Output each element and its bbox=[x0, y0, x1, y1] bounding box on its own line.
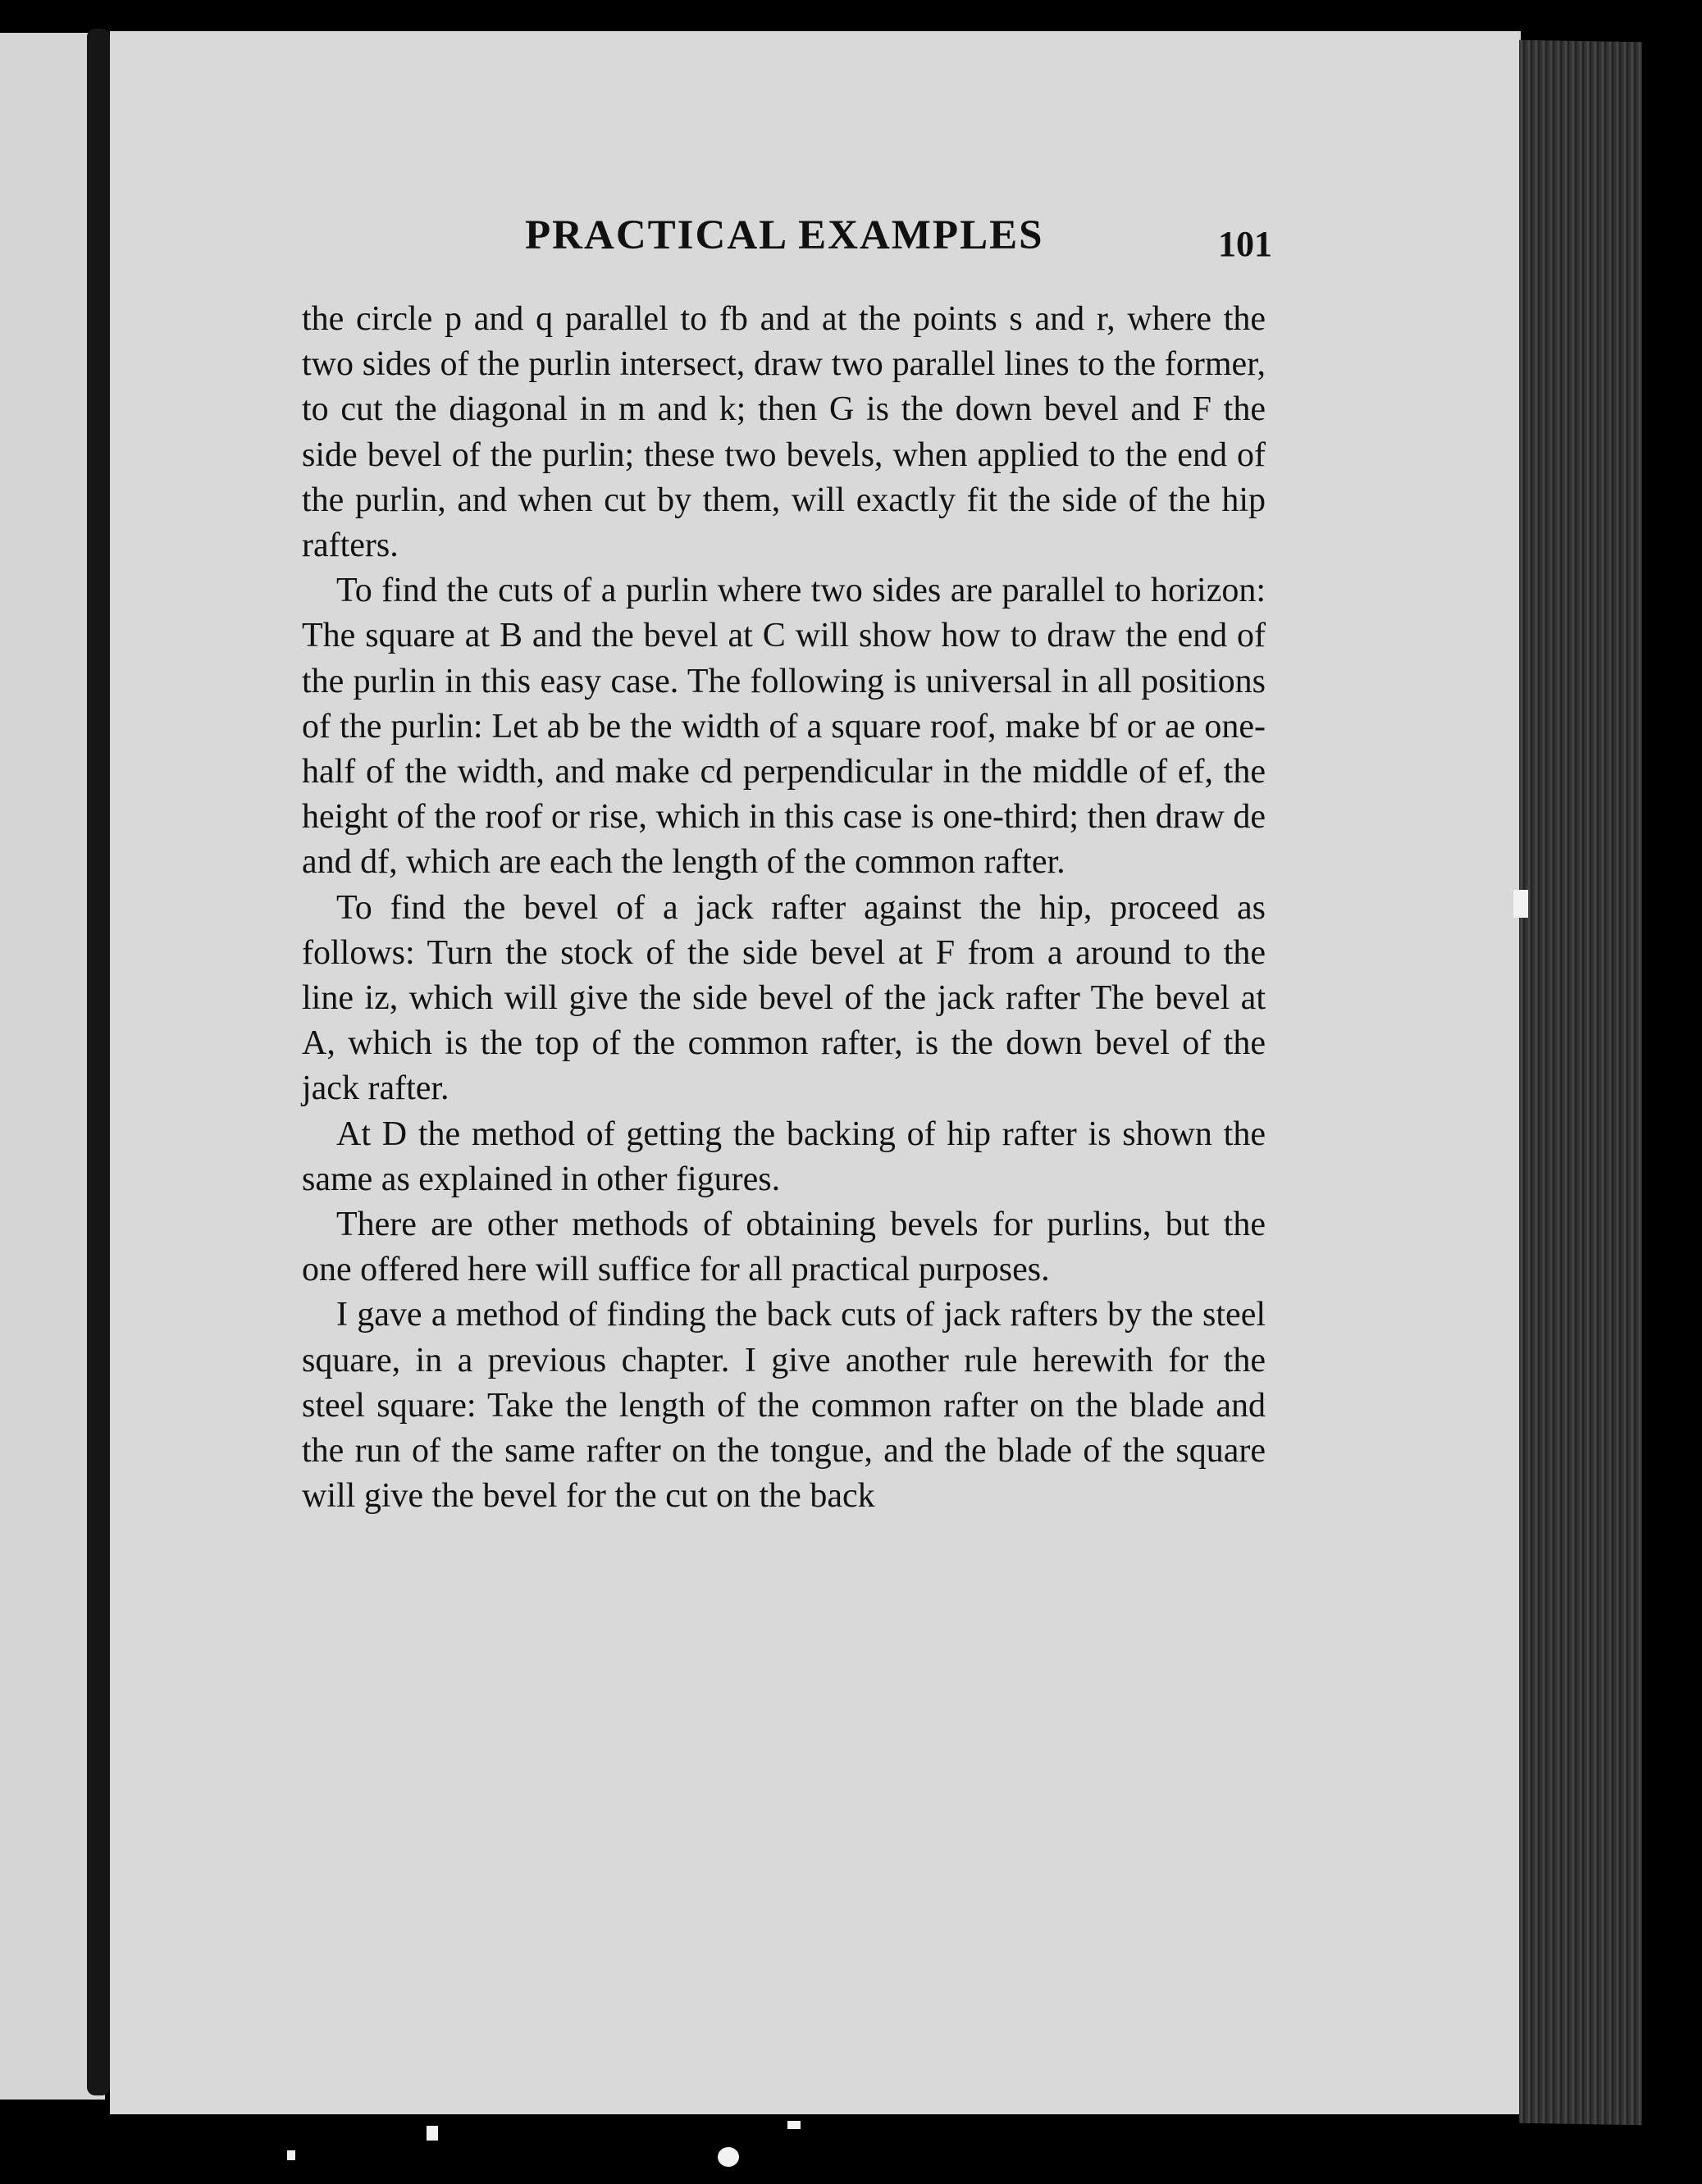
page-number: 101 bbox=[1218, 224, 1272, 264]
paragraph: the circle p and q parallel to fb and at the points s and r, where the two sides of the purlin intersect, draw two parallel lines to the former, to cut the diagonal in m and k; then G is the down bevel and F the side bevel of the purlin; these two bevels, when applied to the end of the purlin, and when cut by them, will exactly fit the side of the hip rafters. bbox=[302, 300, 1266, 565]
body-text bbox=[302, 297, 1266, 1519]
paragraph: I gave a method of finding the back cuts of jack rafters by the steel square, in a previous chapter. I give another rule herewith for the steel square: Take the length of the common rafter on the blade and the run of the same rafter on the tongue, and the blade of the square will give the bevel for the cut on the back bbox=[302, 1296, 1266, 1516]
scan-speck bbox=[1513, 890, 1528, 918]
book-gutter bbox=[87, 29, 110, 2095]
scan-speck bbox=[718, 2147, 739, 2167]
scan-speck bbox=[287, 2150, 295, 2160]
paragraph: To find the cuts of a purlin where two sides are parallel to horizon: The square at B and the bevel at C will show how to draw the end of the purlin in this easy case. The following is universal in all positions of the purlin: Let ab be the width of a square roof, make bf or ae one-half of the width, and make cd perpendicular in the middle of ef, the height of the roof or rise, which in this case is one-third; then draw de and df, which are each the length of the common rafter. bbox=[302, 572, 1266, 882]
page-stack-edge bbox=[1519, 40, 1642, 2126]
paragraph: There are other methods of obtaining bevels for purlins, but the one offered here will suffice for all practical purposes. bbox=[302, 1206, 1266, 1289]
scan-speck bbox=[427, 2126, 438, 2141]
scan-speck bbox=[787, 2121, 801, 2129]
running-head: PRACTICAL EXAMPLES bbox=[525, 212, 1044, 258]
paragraph: To find the bevel of a jack rafter against the hip, proceed as follows: Turn the stock of the side bevel at F from a around to the line iz, which will give the side bevel of the jack rafter The bevel at A, which is the top of the common rafter, is the down bevel of the jack rafter. bbox=[302, 888, 1266, 1108]
paragraph: At D the method of getting the backing of hip rafter is shown the same as explained in other figures. bbox=[302, 1115, 1266, 1198]
